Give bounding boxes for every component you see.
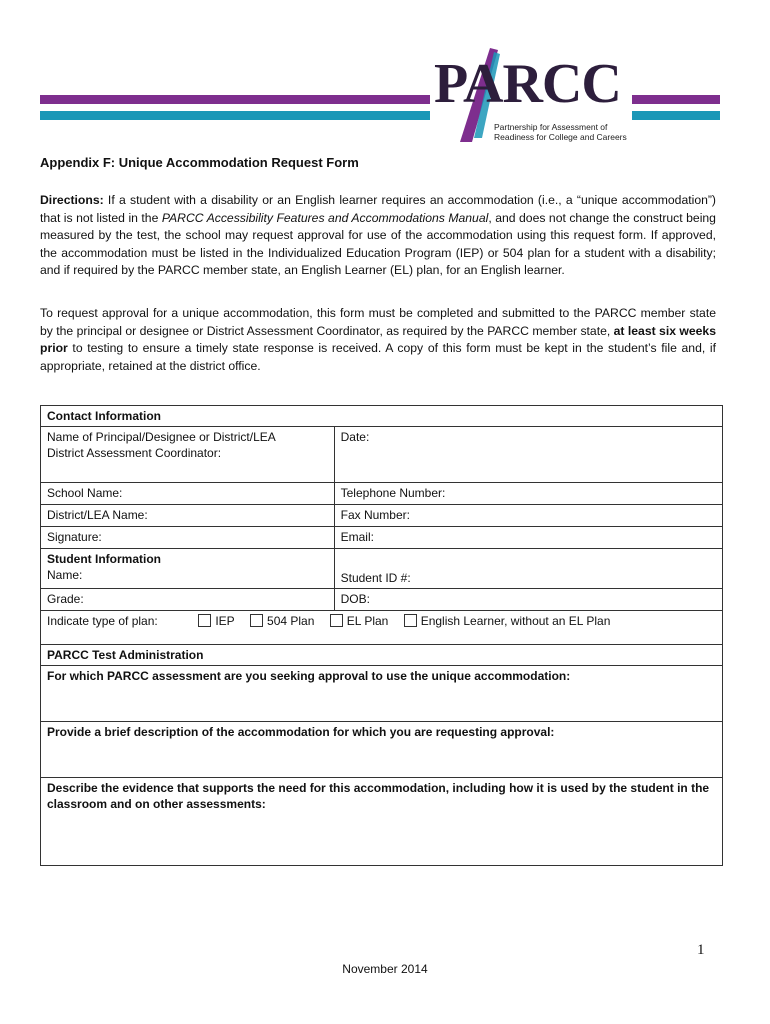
student-id-field[interactable] [334, 549, 722, 589]
email-field[interactable] [334, 527, 722, 549]
student-id-label: Student ID #: [340, 571, 411, 585]
principal-name-field[interactable] [41, 427, 335, 483]
manual-title: PARCC Accessibility Features and Accommodations Manual [161, 210, 489, 225]
request-paragraph [40, 305, 716, 375]
page-title: Appendix F: Unique Accommodation Request Form [40, 155, 359, 170]
directions-text-a: If a student with a disability or an English learner requires an accommodation (i.e., a “unique accommodation”) that is not listed in the [40, 193, 716, 225]
date-field[interactable] [334, 427, 722, 483]
logo-wordmark: PARCC [434, 53, 621, 115]
request-form-table [40, 405, 723, 866]
student-name-field[interactable] [41, 549, 335, 589]
student-info-header: Student Information [47, 552, 161, 566]
directions-paragraph [40, 192, 716, 280]
header-band-teal-left [40, 111, 430, 120]
logo-tagline-line-1: Partnership for Assessment of [494, 122, 608, 132]
parcc-logo [430, 42, 632, 146]
contact-info-header: Contact Information [41, 406, 723, 427]
plan-option-el-label: EL Plan [346, 614, 389, 628]
district-name-field[interactable] [41, 505, 335, 527]
date-label: Date: [340, 430, 370, 444]
plan-option-el-without-plan[interactable] [404, 614, 611, 628]
logo-tagline-line-2: Readiness for College and Careers [494, 132, 627, 142]
plan-option-iep-label: IEP [215, 614, 235, 628]
header-band-purple-right [632, 95, 720, 104]
plan-option-504[interactable] [250, 614, 314, 628]
fax-field[interactable] [334, 505, 722, 527]
evidence-field[interactable] [41, 778, 723, 866]
fax-label: Fax Number: [340, 508, 410, 522]
request-deadline: at least six weeks prior [40, 323, 716, 356]
request-text-b: to testing to ensure a timely state response is received. A copy of this form must be kept in the student’s file and, if appropriate, retained at the district office. [40, 341, 716, 373]
principal-label-line-2: District Assessment Coordinator: [47, 446, 222, 460]
principal-label-line-1: Name of Principal/Designee or District/LEA [47, 430, 276, 444]
signature-field[interactable] [41, 527, 335, 549]
grade-label: Grade: [47, 592, 84, 606]
school-name-label: School Name: [47, 486, 123, 500]
plan-type-label: Indicate type of plan: [47, 614, 158, 628]
accommodation-description-label: Provide a brief description of the accommodation for which you are requesting approval: [47, 725, 555, 739]
header-band-purple-left [40, 95, 430, 104]
page-number: 1 [697, 942, 705, 958]
checkbox-el[interactable] [330, 614, 343, 627]
test-admin-header: PARCC Test Administration [41, 645, 723, 666]
district-name-label: District/LEA Name: [47, 508, 148, 522]
dob-field[interactable] [334, 589, 722, 611]
plan-option-el[interactable] [330, 614, 389, 628]
header-band-teal-right [632, 111, 720, 120]
telephone-field[interactable] [334, 483, 722, 505]
checkbox-iep[interactable] [198, 614, 211, 627]
logo-tagline [494, 122, 627, 142]
plan-option-504-label: 504 Plan [267, 614, 315, 628]
plan-type-row [41, 611, 723, 645]
signature-label: Signature: [47, 530, 102, 544]
telephone-label: Telephone Number: [340, 486, 446, 500]
assessment-question-label: For which PARCC assessment are you seeking approval to use the unique accommodation: [47, 669, 571, 683]
directions-text-b: , and does not change the construct being measured by the test, the school may request approval for use of the accommodation using this request form. If approved, the accommodation must be listed in the Individualized Education Program (IEP) or 504 plan for a student with a disability; and if required by the PARCC member state, an English Learner (EL) plan, for an English learner. [40, 210, 716, 278]
request-text-a: To request approval for a unique accommodation, this form must be completed and submitted to the PARCC member state by the principal or designee or District Assessment Coordinator, as required by the PARCC member state, [40, 306, 716, 338]
school-name-field[interactable] [41, 483, 335, 505]
grade-field[interactable] [41, 589, 335, 611]
accommodation-description-field[interactable] [41, 722, 723, 778]
checkbox-el-without-plan[interactable] [404, 614, 417, 627]
plan-option-el-without-plan-label: English Learner, without an EL Plan [420, 614, 611, 628]
directions-label: Directions: [40, 193, 104, 207]
plan-option-iep[interactable] [198, 614, 234, 628]
checkbox-504[interactable] [250, 614, 263, 627]
student-name-label: Name: [47, 568, 83, 582]
assessment-question-field[interactable] [41, 666, 723, 722]
email-label: Email: [340, 530, 374, 544]
footer-date: November 2014 [342, 962, 428, 976]
dob-label: DOB: [340, 592, 370, 606]
evidence-label: Describe the evidence that supports the need for this accommodation, including how it is used by the student in the classroom and on other assessments: [47, 781, 710, 811]
